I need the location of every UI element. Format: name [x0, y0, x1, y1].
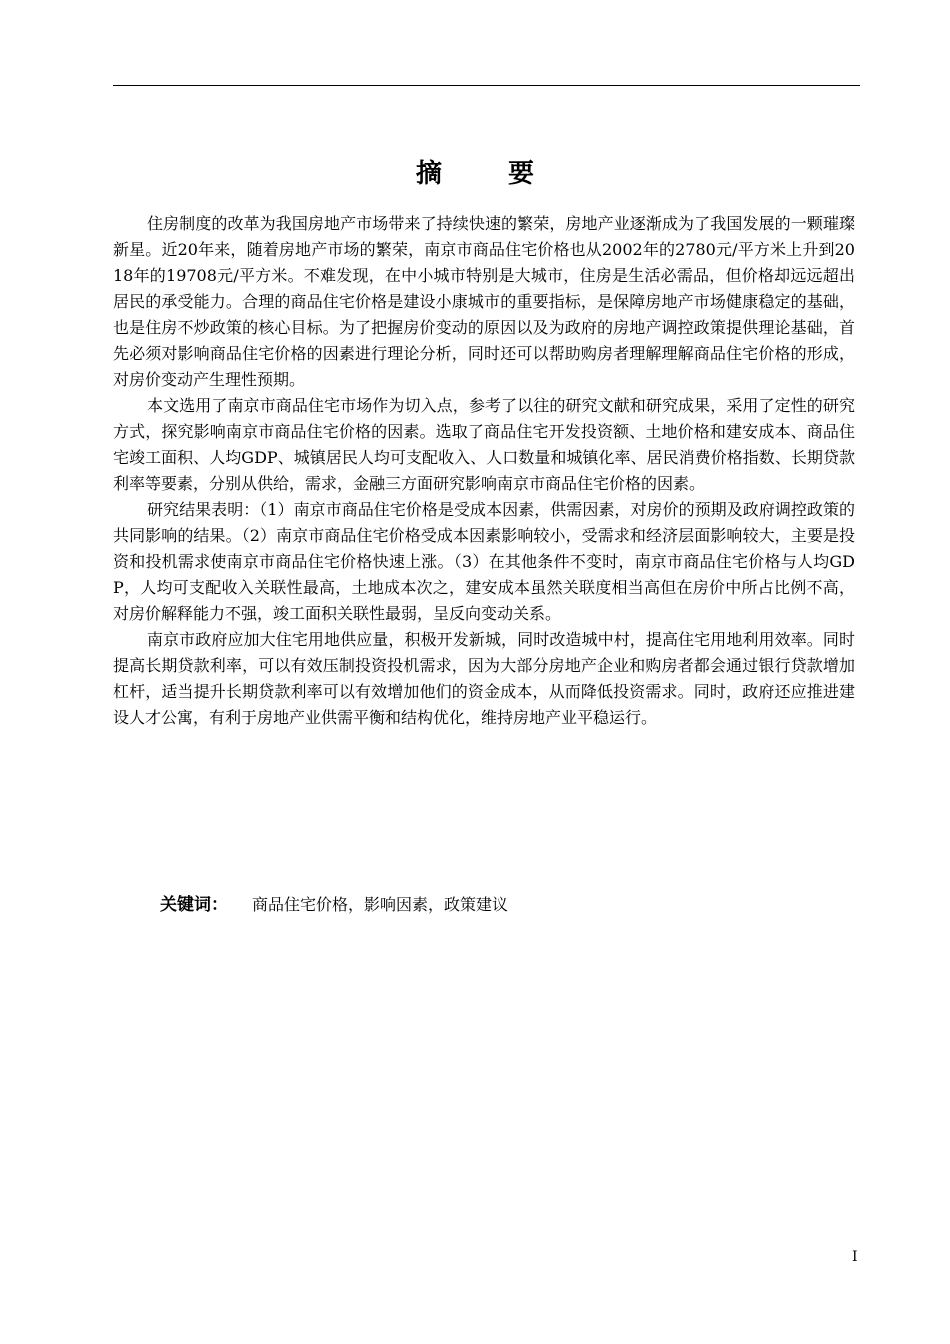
header-rule [113, 85, 860, 86]
abstract-body [113, 211, 855, 731]
keywords-label: 关键词： [160, 895, 228, 915]
keywords-value: 商品住宅价格，影响因素，政策建议 [252, 895, 509, 914]
keywords-line [160, 892, 850, 918]
abstract-paragraph-4: 南京市政府应加大住宅用地供应量，积极开发新城，同时改造城中村，提高住宅用地利用效率。同时提高长期贷款利率，可以有效压制投资投机需求，因为大部分房地产企业和购房者都会通过银行贷款增加杠杆，适当提升长期贷款利率可以有效增加他们的资金成本，从而降低投资需求。同时，政府还应推进建设人才公寓，有利于房地产业供需平衡和结构优化，维持房地产业平稳运行。 [113, 630, 855, 727]
abstract-title: 摘 要 [415, 159, 554, 189]
abstract-paragraph-1: 住房制度的改革为我国房地产市场带来了持续快速的繁荣，房地产业逐渐成为了我国发展的一颗璀璨新星。近20年来，随着房地产市场的繁荣，南京市商品住宅价格也从2002年的2780元/平方米上升到2018年的19708元/平方米。不难发现，在中小城市特别是大城市，住房是生活必需品，但价格却远远超出居民的承受能力。合理的商品住宅价格是建设小康城市的重要指标，是保障房地产市场健康稳定的基础，也是住房不炒政策的核心目标。为了把握房价变动的原因以及为政府的房地产调控政策提供理论基础，首先必须对影响商品住宅价格的因素进行理论分析，同时还可以帮助购房者理解理解商品住宅价格的形成，对房价变动产生理性预期。 [113, 214, 855, 389]
page-number: I [852, 1249, 858, 1265]
abstract-paragraph-2: 本文选用了南京市商品住宅市场作为切入点，参考了以往的研究文献和研究成果，采用了定性的研究方式，探究影响南京市商品住宅价格的因素。选取了商品住宅开发投资额、土地价格和建安成本、商品住宅竣工面积、人均GDP、城镇居民人均可支配收入、人口数量和城镇化率、居民消费价格指数、长期贷款利率等要素，分别从供给，需求，金融三方面研究影响南京市商品住宅价格的因素。 [113, 396, 855, 493]
abstract-paragraph-3: 研究结果表明：（1）南京市商品住宅价格是受成本因素，供需因素，对房价的预期及政府调控政策的共同影响的结果。（2）南京市商品住宅价格受成本因素影响较小，受需求和经济层面影响较大，主要是投资和投机需求使南京市商品住宅价格快速上涨。（3）在其他条件不变时，南京市商品住宅价格与人均GDP，人均可支配收入关联性最高，土地成本次之，建安成本虽然关联度相当高但在房价中所占比例不高，对房价解释能力不强，竣工面积关联性最弱，呈反向变动关系。 [113, 500, 855, 623]
